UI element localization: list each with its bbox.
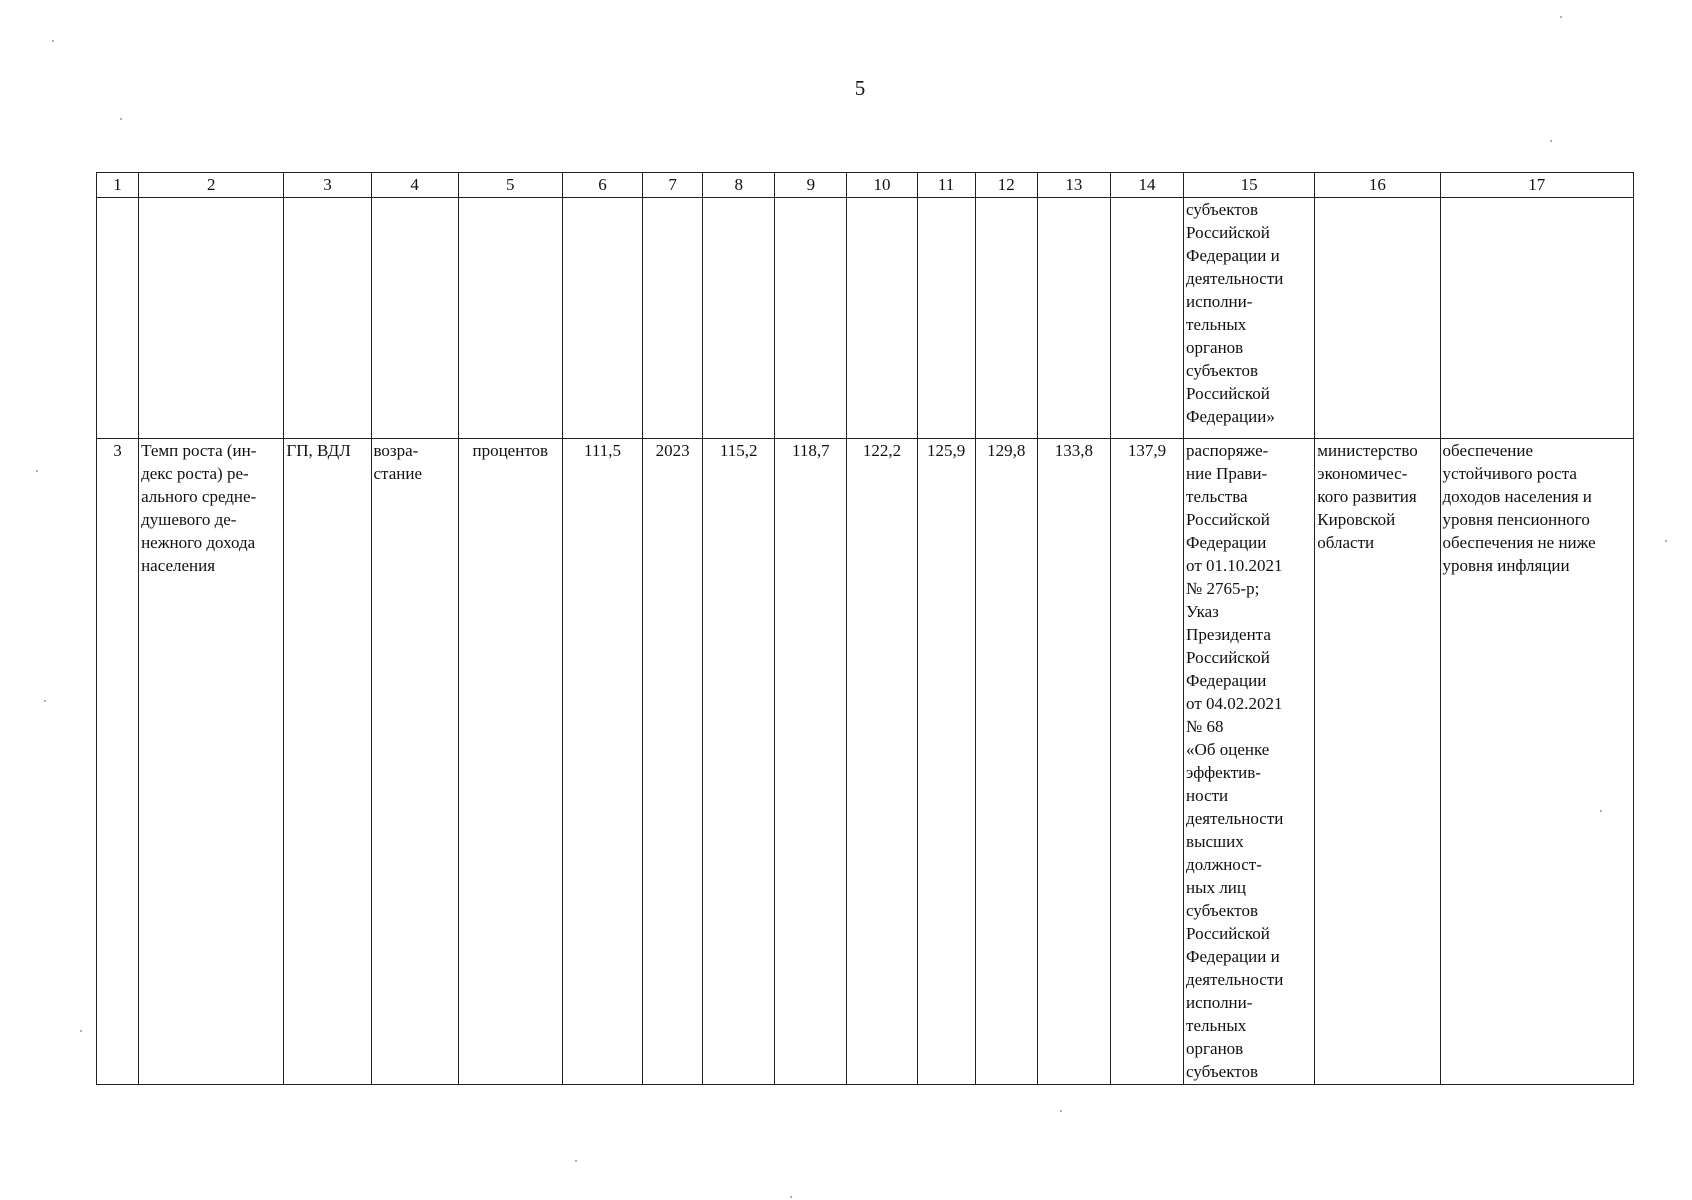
empty-cell	[139, 198, 284, 439]
trend-cell: возра- стание	[371, 439, 458, 1085]
empty-cell	[775, 198, 847, 439]
column-header: 2	[139, 173, 284, 198]
page-number: 5	[854, 76, 866, 100]
value-cell: 133,8	[1037, 439, 1110, 1085]
scan-speck	[44, 700, 46, 702]
unit-cell: процентов	[458, 439, 562, 1085]
column-header: 15	[1184, 173, 1315, 198]
column-header: 3	[284, 173, 371, 198]
column-header: 1	[97, 173, 139, 198]
scan-speck	[790, 1196, 792, 1198]
value-cell: 129,8	[975, 439, 1037, 1085]
column-header: 12	[975, 173, 1037, 198]
column-header: 6	[562, 173, 642, 198]
empty-cell	[458, 198, 562, 439]
scan-speck	[80, 1030, 82, 1032]
column-header: 17	[1440, 173, 1633, 198]
column-header: 14	[1110, 173, 1183, 198]
scan-speck	[1560, 16, 1562, 18]
column-header: 11	[917, 173, 975, 198]
scan-speck	[36, 470, 38, 472]
base-year-cell: 2023	[643, 439, 703, 1085]
scan-speck	[575, 1160, 577, 1162]
legal-basis-cell: субъектов Российской Федерации и деятельности исполни- тельных органов субъектов Российской Федерации»	[1184, 198, 1315, 439]
value-cell: 137,9	[1110, 439, 1183, 1085]
indicator-name-cell: Темп роста (ин- декс роста) ре- ального средне- душевого де- нежного дохода населения	[139, 439, 284, 1085]
value-cell: 125,9	[917, 439, 975, 1085]
column-header: 4	[371, 173, 458, 198]
empty-cell	[1315, 198, 1440, 439]
scan-speck	[1600, 810, 1602, 812]
column-header: 5	[458, 173, 562, 198]
column-header: 10	[847, 173, 917, 198]
legal-basis-cell: распоряже- ние Прави- тельства Российской Федерации от 01.10.2021 № 2765-р; Указ Президента Российской Федерации от 04.02.2021 № 68 «Об оценке эффектив- ности деятельности высших должност- ных лиц субъектов Российской Федерации и деятельности исполни- тельных органов субъектов	[1184, 439, 1315, 1085]
scan-speck	[120, 118, 122, 120]
column-header: 9	[775, 173, 847, 198]
table-row-continuation	[97, 198, 1634, 439]
table-row	[97, 439, 1634, 1085]
empty-cell	[1037, 198, 1110, 439]
value-cell: 118,7	[775, 439, 847, 1085]
scan-speck	[1665, 540, 1667, 542]
empty-cell	[975, 198, 1037, 439]
empty-cell	[284, 198, 371, 439]
indicator-type-cell: ГП, ВДЛ	[284, 439, 371, 1085]
empty-cell	[1440, 198, 1633, 439]
empty-cell	[562, 198, 642, 439]
empty-cell	[97, 198, 139, 439]
empty-cell	[847, 198, 917, 439]
goal-cell: обеспечение устойчивого роста доходов населения и уровня пенсионного обеспечения не ниже уровня инфляции	[1440, 439, 1633, 1085]
empty-cell	[1110, 198, 1183, 439]
row-number-cell: 3	[97, 439, 139, 1085]
empty-cell	[371, 198, 458, 439]
column-number-row	[97, 173, 1634, 198]
scan-speck	[52, 40, 54, 42]
base-value-cell: 111,5	[562, 439, 642, 1085]
indicator-table	[96, 172, 1634, 1085]
value-cell: 122,2	[847, 439, 917, 1085]
empty-cell	[643, 198, 703, 439]
column-header: 7	[643, 173, 703, 198]
column-header: 13	[1037, 173, 1110, 198]
scan-speck	[1550, 140, 1552, 142]
value-cell: 115,2	[703, 439, 775, 1085]
scan-speck	[1060, 1110, 1062, 1112]
column-header: 8	[703, 173, 775, 198]
empty-cell	[917, 198, 975, 439]
empty-cell	[703, 198, 775, 439]
column-header: 16	[1315, 173, 1440, 198]
responsible-body-cell: министерство экономичес- кого развития Кировской области	[1315, 439, 1440, 1085]
